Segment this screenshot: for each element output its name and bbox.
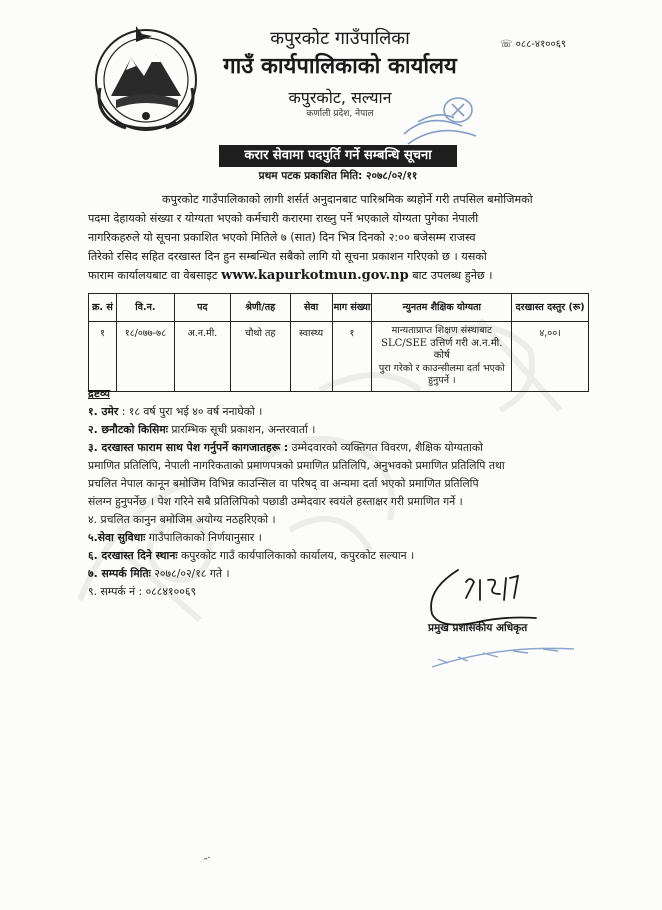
vacancy-table — [88, 293, 589, 392]
cell-service: स्वास्थ्य — [290, 322, 332, 392]
body-line-website — [88, 266, 588, 285]
note-item-selection — [88, 421, 588, 439]
note-label: ६. दरखास्त दिने स्थानः — [88, 549, 178, 562]
cell-level: चौथो तह — [230, 322, 290, 392]
note-text: २०७८/०२/१८ गते । — [154, 567, 230, 580]
signatory-title: प्रमुख प्रशासकीय अधिकृत — [428, 622, 528, 634]
qual-line: हुनुपर्ने । — [427, 375, 456, 386]
note-label: १. उमेर — [88, 405, 119, 418]
note-item-age — [88, 403, 588, 421]
note-text-line: संलग्न हुनुपर्नेछ । पेश गरिने सबै प्रतिलिपिको पछाडी उम्मेदवार स्वयंले हस्ताक्षर गरी प्रमाणित गर्ने । — [88, 495, 463, 508]
column-header: पद — [174, 294, 230, 322]
column-header: क्र. सं — [89, 294, 117, 322]
office-name: गाउँ कार्यपालिकाको कार्यालय — [223, 54, 457, 79]
note-text: उम्मेदवारको व्यक्तिगत विवरण, शैक्षिक योग्यताको — [291, 441, 483, 454]
body-line: नागरिकहरुले यो सूचना प्रकाशित भएको मितिले ७ (सात) दिन भित्र दिनको २:०० बजेसम्म राजस्व — [88, 231, 476, 244]
nepal-emblem-logo — [86, 18, 206, 136]
column-header: न्युनतम शैक्षिक योग्यता — [372, 294, 512, 322]
note-text: प्रारम्भिक सूची प्रकाशन, अन्तरवार्ता । — [171, 423, 316, 436]
body-text: बाट उपलब्ध हुनेछ । — [412, 269, 493, 282]
body-text: फाराम कार्यालयबाट वा वेबसाइट — [88, 269, 218, 282]
publication-date: प्रथम पटक प्रकाशित मिति: २०७८/०२/११ — [258, 170, 418, 182]
note-label: ५.सेवा सुविधाः — [88, 531, 146, 544]
note-text-line: प्रमाणित प्रतिलिपि, नेपाली नागरिकताको प्रमाणपत्रको प्रमाणित प्रतिलिपि, अनुभवको प्रमाणित प्रतिलिपि तथा — [88, 459, 505, 472]
column-header: श्रेणी/तह — [230, 294, 290, 322]
cell-sn: १ — [89, 322, 117, 392]
note-item-documents — [88, 439, 588, 457]
qual-line: मान्यताप्राप्त शिक्षण संस्थाबाट — [391, 325, 492, 336]
cell-qualification — [372, 322, 512, 392]
note-text: कपुरकोट गाउँ कार्यपालिकाको कार्यालय, कपुरकोट सल्यान । — [180, 549, 415, 562]
municipality-name: कपुरकोट गाउँपालिका — [270, 28, 410, 49]
body-line: कपुरकोट गाउँपालिकाको लागी शर्सर्त अनुदानबाट पारिश्रमिक ब्यहोर्ने गरी तपसिल बमोजिमको — [162, 193, 533, 206]
table-row — [89, 322, 589, 392]
note-text: गाउँपालिकाको निर्णयानुसार । — [148, 531, 262, 544]
notice-body — [88, 190, 588, 285]
column-header: माग संख्या — [332, 294, 372, 322]
note-label: ३. दरखास्त फाराम साथ पेश गर्नुपर्ने कागजातहरू : — [88, 441, 289, 454]
cell-count: १ — [332, 322, 372, 392]
column-header: वि.न. — [116, 294, 174, 322]
office-location: कपुरकोट, सल्यान — [288, 88, 392, 107]
column-header: दरखास्त दस्तुर (रू) — [512, 294, 589, 322]
table-header-row — [89, 294, 589, 322]
note-text: : १८ वर्ष पुरा भई ४० वर्ष ननाघेको । — [121, 405, 263, 418]
cell-post: अ.न.मी. — [174, 322, 230, 392]
note-item-benefits — [88, 529, 588, 547]
note-label: ७. सम्पर्क मितिः — [88, 567, 151, 580]
cell-fee: ४,००। — [512, 322, 589, 392]
body-line: पदमा देहायको संख्या र योग्यता भएको कर्मचारी करारमा राख्नु पर्ने भएकाले योग्यता पुगेका नेपाली — [88, 212, 479, 225]
body-line: तिरेको रसिद सहित दरखास्त दिन हुन सम्बन्धित सबैको लागि यो सूचना प्रकाशन गरिएको छ । यसको — [88, 250, 487, 263]
qual-line: SLC/SEE उत्तिर्ण गरी अ.न.मी. कोर्ष — [381, 337, 503, 361]
scan-speck: ˶· — [204, 853, 211, 864]
column-header: सेवा — [290, 294, 332, 322]
cell-adv-no: १८/०७७-७८ — [116, 322, 174, 392]
note-item-contact-number: ९. सम्पर्क नं : ०८८४१००६९ — [88, 585, 197, 598]
website-link[interactable]: www.kapurkotmun.gov.np — [221, 268, 409, 283]
office-stamp — [398, 92, 482, 148]
province-name: कर्णाली प्रदेश, नेपाल — [306, 109, 374, 119]
notes-heading: द्रष्टव्य — [88, 387, 110, 400]
note-label: २. छनौटको किसिमः — [88, 423, 168, 436]
signatory-stamp — [428, 641, 578, 671]
note-item-eligibility: ४. प्रचलित कानुन बमोजिम अयोग्य नठहरिएको । — [88, 513, 276, 526]
note-text-line: प्रचलित नेपाल कानून बमोजिम विभिन्न काउन्सिल वा परिषद् वा अन्यमा दर्ता भएको प्रमाणित प्रतिलिपि — [88, 477, 479, 490]
notice-title: करार सेवामा पदपुर्ति गर्ने सम्बन्धि सूचना — [219, 145, 457, 167]
header-phone: ☏ ०८८-४१००६९ — [500, 39, 567, 50]
qual-line: पुरा गरेको र काउन्सीलमा दर्ता भएको — [378, 362, 505, 374]
